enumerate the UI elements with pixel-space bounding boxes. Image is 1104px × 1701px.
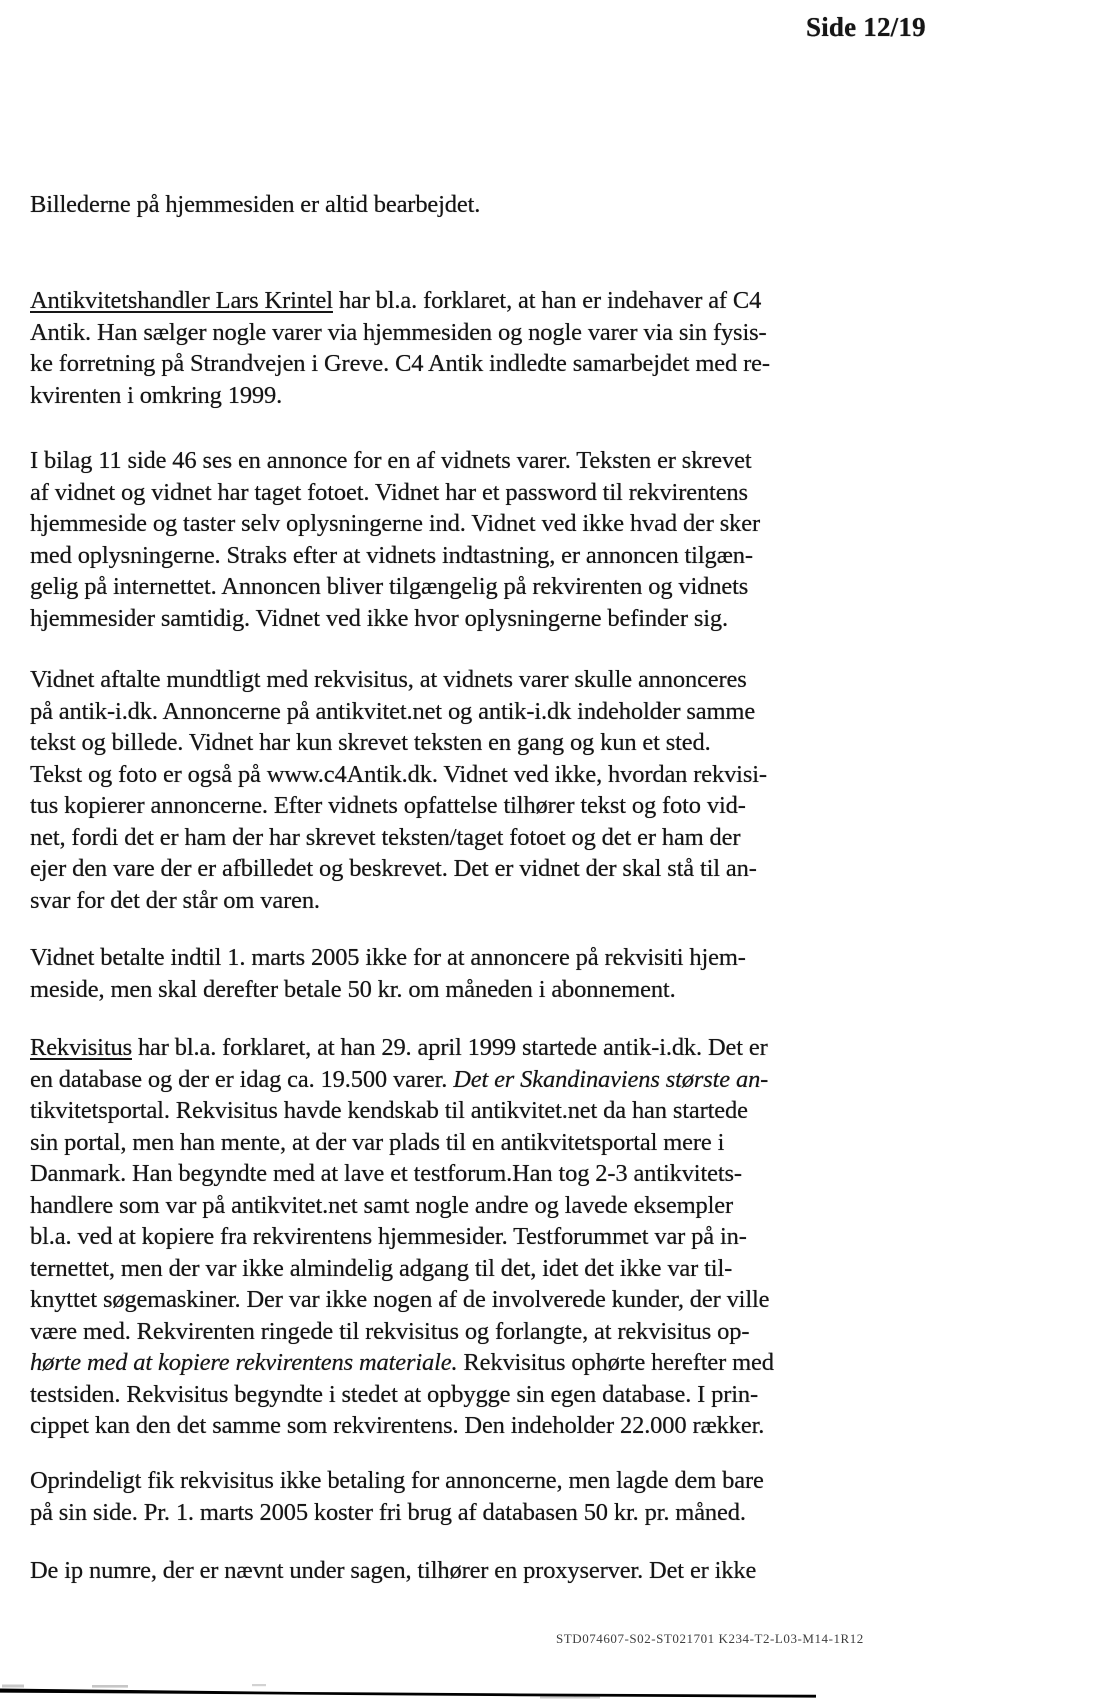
text-line <box>30 853 767 885</box>
text-run: De ip numre, der er nævnt under sagen, tilhører en proxyserver. Det er ikke <box>30 1557 757 1584</box>
text-line <box>30 189 480 221</box>
page-number: Side 12/19 <box>806 12 926 42</box>
text-run: Vidnet aftalte mundtligt med rekvisitus, at vidnets varer skulle annonceres <box>30 666 747 693</box>
text-run: testsiden. Rekvisitus begyndte i stedet at opbygge sin egen database. I prin- <box>30 1380 759 1408</box>
text-line <box>30 790 767 822</box>
text-line <box>30 477 760 509</box>
text-run: ternettet, men der var ikke almindelig adgang til det, idet det ikke var til- <box>30 1254 733 1282</box>
text-line <box>30 1555 756 1587</box>
text-line <box>30 1497 764 1529</box>
text-line <box>30 1095 774 1127</box>
text-run: sin portal, men han mente, at der var plads til en antikvitetsportal mere i <box>30 1128 725 1156</box>
text-run: hjemmeside og taster selv oplysningerne ind. Vidnet ved ikke hvad der sker <box>30 510 760 537</box>
text-run: Danmark. Han begyndte med at lave et testforum.Han tog 2-3 antikvitets- <box>30 1160 742 1187</box>
text-line <box>30 727 767 759</box>
text-line <box>30 1221 774 1253</box>
text-run: tikvitetsportal. Rekvisitus havde kendskab til antikvitet.net da han startede <box>30 1097 748 1124</box>
text-run: handlere som var på antikvitet.net samt nogle andre og lavede eksempler <box>30 1191 733 1219</box>
text-line <box>30 1190 774 1222</box>
text-run: cippet kan den det samme som rekvirentens. Den indeholder 22.000 rækker. <box>30 1412 765 1439</box>
text-line <box>30 759 767 791</box>
text-run: hjemmesider samtidig. Vidnet ved ikke hvor oplysningerne befinder sig. <box>30 604 728 632</box>
paragraph-antikvitetshandler <box>30 285 770 411</box>
text-line <box>30 822 767 854</box>
text-line <box>30 885 767 917</box>
text-line <box>30 508 760 540</box>
text-line <box>30 664 767 696</box>
text-run: på sin side. Pr. 1. marts 2005 koster fri brug af databasen 50 kr. pr. måned. <box>30 1498 746 1526</box>
text-run: tekst og billede. Vidnet har kun skrevet teksten en gang og kun et sted. <box>30 729 711 756</box>
text-line <box>30 974 746 1006</box>
text-run: meside, men skal derefter betale 50 kr. om måneden i abonnement. <box>30 975 676 1003</box>
text-run: har bl.a. forklaret, at han er indehaver af C4 <box>332 287 762 314</box>
text-line <box>30 285 770 317</box>
text-line <box>30 445 760 477</box>
text-line <box>30 1465 764 1497</box>
italic-text-run: hørte med at kopiere rekvirentens materiale. <box>30 1349 458 1376</box>
paragraph-vidnet-aftalte <box>30 664 767 916</box>
text-run: gelig på internettet. Annoncen bliver tilgængelig på rekvirenten og vidnets <box>30 573 749 600</box>
text-run: Oprindeligt fik rekvisitus ikke betaling for annoncerne, men lagde dem bare <box>30 1467 764 1494</box>
paragraph-rekvisitus <box>30 1032 774 1442</box>
text-line <box>30 317 770 349</box>
paragraph-ip-numre <box>30 1555 756 1587</box>
text-run: ke forretning på Strandvejen i Greve. C4 Antik indledte samarbejdet med re- <box>30 350 770 377</box>
text-line <box>30 571 760 603</box>
text-run: svar for det der står om varen. <box>30 886 320 914</box>
paragraph-vidnet-betalte <box>30 942 746 1005</box>
text-run: tus kopierer annoncerne. Efter vidnets opfattelse tilhører tekst og foto vid- <box>30 792 746 819</box>
text-run: har bl.a. forklaret, at han 29. april 1999 startede antik-i.dk. Det er <box>131 1034 768 1061</box>
paragraph-bilag-11 <box>30 445 760 634</box>
text-line <box>30 696 767 728</box>
italic-text-run: Det er Skandinaviens største an- <box>453 1065 769 1093</box>
text-line <box>30 1253 774 1285</box>
text-run: være med. Rekvirenten ringede til rekvisitus og forlangte, at rekvisitus op- <box>30 1317 750 1345</box>
text-line <box>30 603 760 635</box>
text-run: kvirenten i omkring 1999. <box>30 381 283 409</box>
text-line <box>30 942 746 974</box>
text-run: på antik-i.dk. Annoncerne på antikvitet.net og antik-i.dk indeholder samme <box>30 697 756 725</box>
text-run: Billederne på hjemmesiden er altid bearbejdet. <box>30 191 481 218</box>
footer-document-code: STD074607-S02-ST021701 K234-T2-L03-M14-1R12 <box>556 1631 864 1646</box>
underlined-text-run: Antikvitetshandler Lars Krintel <box>30 287 333 314</box>
text-run: ejer den vare der er afbilledet og beskrevet. Det er vidnet der skal stå til an- <box>30 855 757 882</box>
text-run: Rekvisitus ophørte herefter med <box>457 1349 774 1376</box>
text-run: Vidnet betalte indtil 1. marts 2005 ikke for at annoncere på rekvisiti hjem- <box>30 944 746 971</box>
text-line <box>30 1064 774 1096</box>
scan-artifact-line <box>0 1680 1104 1701</box>
paragraph-oprindeligt <box>30 1465 764 1528</box>
text-run: Tekst og foto er også på www.c4Antik.dk. Vidnet ved ikke, hvordan rekvisi- <box>30 760 767 788</box>
text-run: en database og der er idag ca. 19.500 varer. <box>30 1065 454 1093</box>
text-run: Antik. Han sælger nogle varer via hjemmesiden og nogle varer via sin fysis- <box>30 318 767 346</box>
text-line <box>30 1032 774 1064</box>
text-run: knyttet søgemaskiner. Der var ikke nogen af de involverede kunder, der ville <box>30 1286 770 1313</box>
text-run: af vidnet og vidnet har taget fotoet. Vidnet har et password til rekvirentens <box>30 478 748 506</box>
text-line <box>30 1410 774 1442</box>
text-line <box>30 1379 774 1411</box>
text-run: net, fordi det er ham der har skrevet teksten/taget fotoet og det er ham der <box>30 823 741 851</box>
text-line <box>30 1158 774 1190</box>
text-line <box>30 1316 774 1348</box>
text-line <box>30 1127 774 1159</box>
text-line <box>30 1347 774 1379</box>
text-line <box>30 1284 774 1316</box>
text-line <box>30 348 770 380</box>
text-run: bl.a. ved at kopiere fra rekvirentens hjemmesider. Testforummet var på in- <box>30 1223 747 1250</box>
text-line <box>30 380 770 412</box>
text-run: I bilag 11 side 46 ses en annonce for en af vidnets varer. Teksten er skrevet <box>30 447 752 474</box>
paragraph-billeder <box>30 189 480 221</box>
underlined-text-run: Rekvisitus <box>30 1034 132 1061</box>
text-run: med oplysningerne. Straks efter at vidnets indtastning, er annoncen tilgæn- <box>30 541 753 569</box>
text-line <box>30 540 760 572</box>
